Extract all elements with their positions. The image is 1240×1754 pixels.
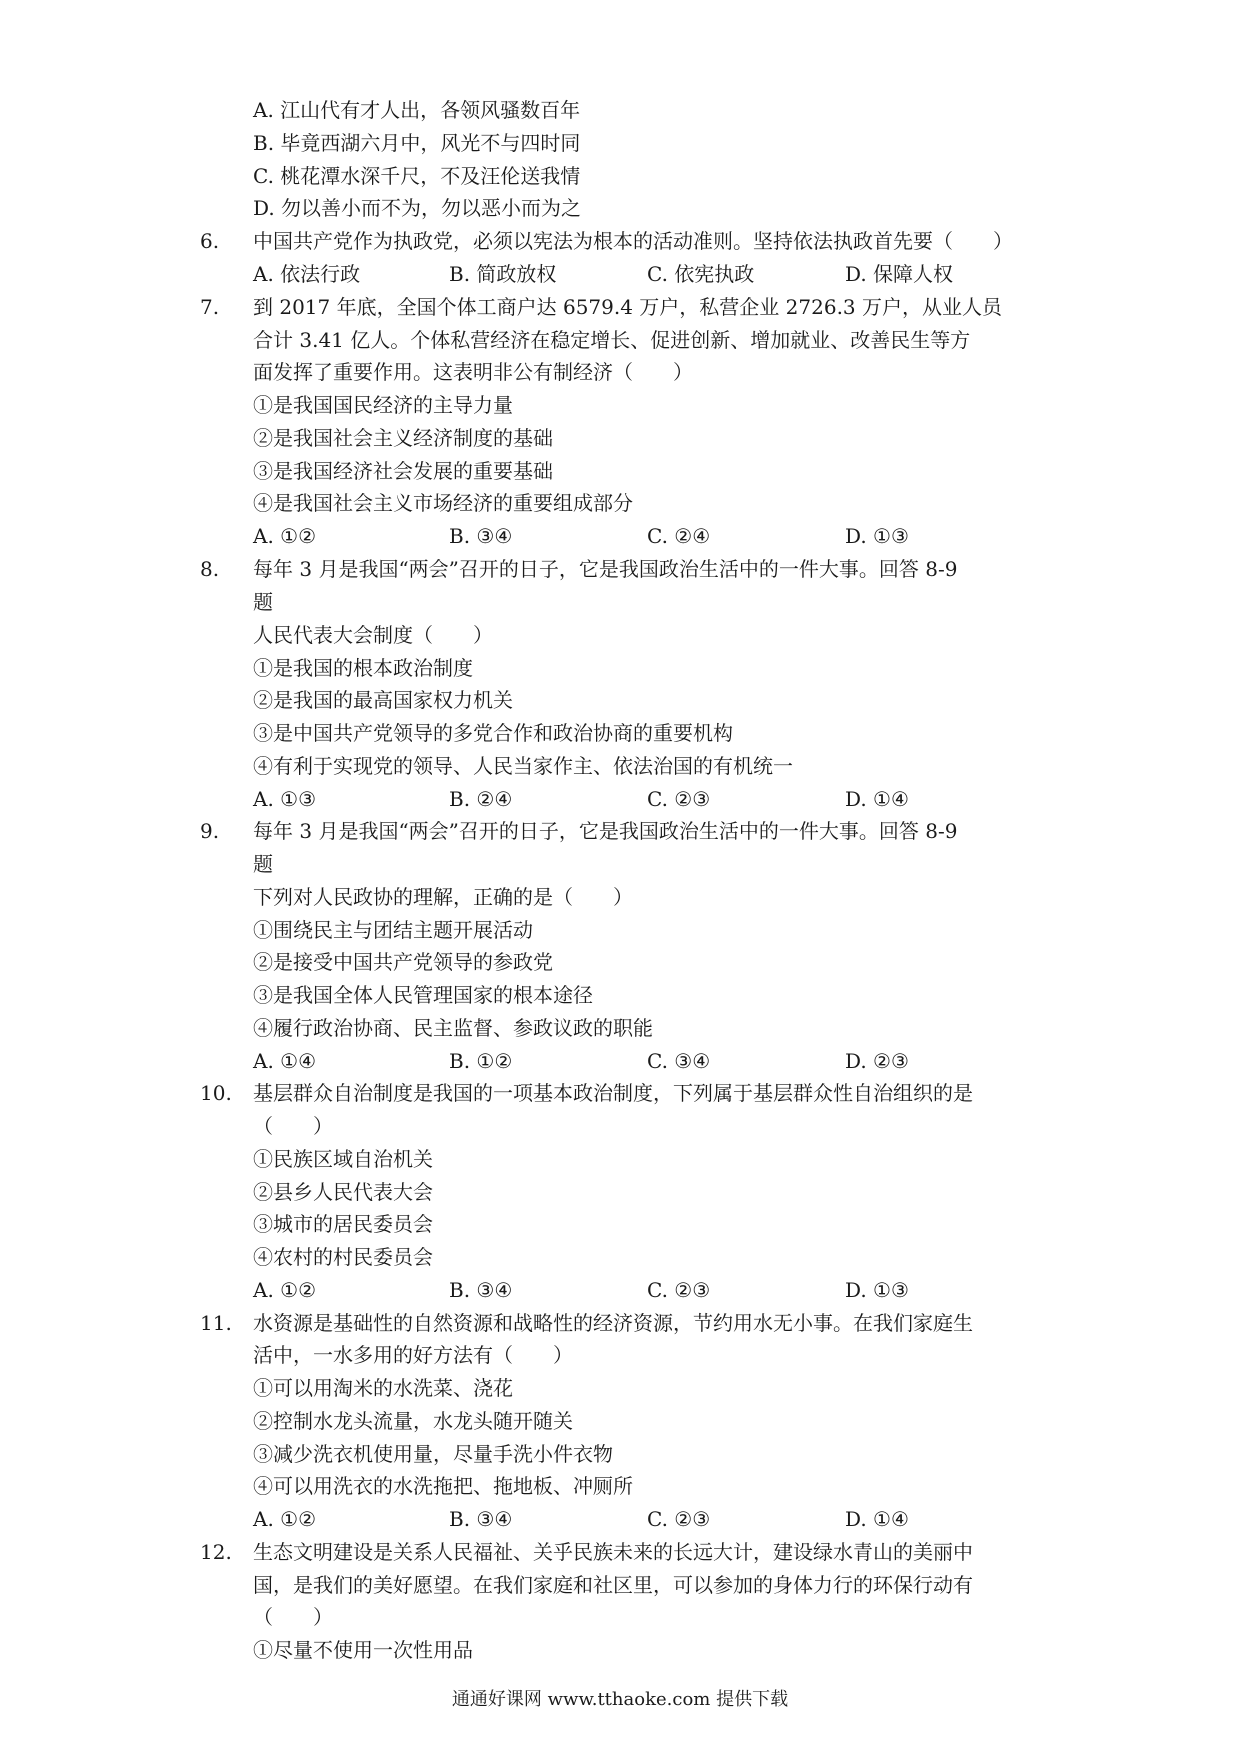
q5-option-a: A. 江山代有才人出，各领风骚数百年	[253, 98, 581, 122]
q6-choice-d: D. 保障人权	[845, 262, 954, 286]
q7-stem-line: 到 2017 年底，全国个体工商户达 6579.4 万户，私营企业 2726.3 万户，从业人员	[253, 295, 1003, 319]
q10-statement: ③城市的居民委员会	[253, 1212, 433, 1236]
q7-choice-d: D. ①③	[845, 524, 909, 548]
q10-choice-d: D. ①③	[845, 1278, 909, 1302]
q9-statement: ③是我国全体人民管理国家的根本途径	[253, 983, 593, 1007]
q6-choice-b: B. 简政放权	[449, 262, 557, 286]
q9-choice-d: D. ②③	[845, 1049, 909, 1073]
q8-choice-a: A. ①③	[253, 787, 317, 811]
q12-stem-line: （ ）	[253, 1605, 333, 1629]
q9-choice-c: C. ③④	[647, 1049, 711, 1073]
q8-statement: ②是我国的最高国家权力机关	[253, 688, 513, 712]
q12-number: 12.	[200, 1540, 232, 1564]
q8-statement: ①是我国的根本政治制度	[253, 656, 473, 680]
q12-stem-line: 生态文明建设是关系人民福祉、关乎民族未来的长远大计，建设绿水青山的美丽中	[253, 1540, 973, 1564]
q11-stem-line: 水资源是基础性的自然资源和战略性的经济资源，节约用水无小事。在我们家庭生	[253, 1311, 973, 1335]
q8-choice-b: B. ②④	[449, 787, 513, 811]
q7-choice-c: C. ②④	[647, 524, 711, 548]
q7-stem-line: 合计 3.41 亿人。个体私营经济在稳定增长、促进创新、增加就业、改善民生等方	[253, 328, 971, 352]
q9-statement: ②是接受中国共产党领导的参政党	[253, 950, 553, 974]
q11-statement: ②控制水龙头流量，水龙头随开随关	[253, 1409, 573, 1433]
q5-option-b: B. 毕竟西湖六月中，风光不与四时同	[253, 131, 581, 155]
q12-stem-line: 国，是我们的美好愿望。在我们家庭和社区里，可以参加的身体力行的环保行动有	[253, 1573, 973, 1597]
q11-choice-b: B. ③④	[449, 1507, 513, 1531]
q9-choice-b: B. ①②	[449, 1049, 513, 1073]
q8-statement: ③是中国共产党领导的多党合作和政治协商的重要机构	[253, 721, 733, 745]
q10-statement: ②县乡人民代表大会	[253, 1180, 433, 1204]
q9-stem-line: 题	[253, 852, 273, 876]
q11-choice-c: C. ②③	[647, 1507, 711, 1531]
q7-number: 7.	[200, 295, 220, 319]
q8-stem-line: 每年 3 月是我国“两会”召开的日子，它是我国政治生活中的一件大事。回答 8-9	[253, 557, 958, 581]
q7-statement: ②是我国社会主义经济制度的基础	[253, 426, 553, 450]
q11-statement: ③减少洗衣机使用量，尽量手洗小件衣物	[253, 1442, 613, 1466]
q10-stem-line: 基层群众自治制度是我国的一项基本政治制度，下列属于基层群众性自治组织的是	[253, 1081, 973, 1105]
q7-statement: ④是我国社会主义市场经济的重要组成部分	[253, 491, 633, 515]
q8-stem-line: 题	[253, 590, 273, 614]
q11-statement: ①可以用淘米的水洗菜、浇花	[253, 1376, 513, 1400]
q7-stem-line: 面发挥了重要作用。这表明非公有制经济（ ）	[253, 360, 693, 384]
q9-stem-line: 每年 3 月是我国“两会”召开的日子，它是我国政治生活中的一件大事。回答 8-9	[253, 819, 958, 843]
q9-statement: ④履行政治协商、民主监督、参政议政的职能	[253, 1016, 653, 1040]
q9-statement: ①围绕民主与团结主题开展活动	[253, 918, 533, 942]
q7-statement: ③是我国经济社会发展的重要基础	[253, 459, 553, 483]
q5-option-d: D. 勿以善小而不为，勿以恶小而为之	[253, 196, 582, 220]
q10-number: 10.	[200, 1081, 232, 1105]
q10-statement: ①民族区域自治机关	[253, 1147, 433, 1171]
q10-statement: ④农村的村民委员会	[253, 1245, 433, 1269]
q8-stem-line: 人民代表大会制度（ ）	[253, 623, 493, 647]
q9-stem-line: 下列对人民政协的理解，正确的是（ ）	[253, 885, 633, 909]
q7-statement: ①是我国国民经济的主导力量	[253, 393, 513, 417]
q11-choice-d: D. ①④	[845, 1507, 909, 1531]
q10-choice-a: A. ①②	[253, 1278, 317, 1302]
q11-number: 11.	[200, 1311, 232, 1335]
q11-choice-a: A. ①②	[253, 1507, 317, 1531]
q8-choice-d: D. ①④	[845, 787, 909, 811]
q10-choice-c: C. ②③	[647, 1278, 711, 1302]
q12-statement: ①尽量不使用一次性用品	[253, 1638, 473, 1662]
q7-choice-a: A. ①②	[253, 524, 317, 548]
page-footer: 通通好课网 www.tthaoke.com 提供下载	[451, 1689, 789, 1710]
q10-stem-line: （ ）	[253, 1114, 333, 1138]
q8-statement: ④有利于实现党的领导、人民当家作主、依法治国的有机统一	[253, 754, 793, 778]
q10-choice-b: B. ③④	[449, 1278, 513, 1302]
q6-stem: 中国共产党作为执政党，必须以宪法为根本的活动准则。坚持依法执政首先要（ ）	[253, 229, 1013, 253]
q11-statement: ④可以用洗衣的水洗拖把、拖地板、冲厕所	[253, 1474, 633, 1498]
q6-number: 6.	[200, 229, 220, 253]
q7-choice-b: B. ③④	[449, 524, 513, 548]
q6-choice-c: C. 依宪执政	[647, 262, 755, 286]
q5-option-c: C. 桃花潭水深千尺，不及汪伦送我情	[253, 164, 581, 188]
q9-choice-a: A. ①④	[253, 1049, 317, 1073]
q11-stem-line: 活中，一水多用的好方法有（ ）	[253, 1343, 573, 1367]
q8-number: 8.	[200, 557, 220, 581]
q6-choice-a: A. 依法行政	[253, 262, 361, 286]
q9-number: 9.	[200, 819, 220, 843]
q8-choice-c: C. ②③	[647, 787, 711, 811]
